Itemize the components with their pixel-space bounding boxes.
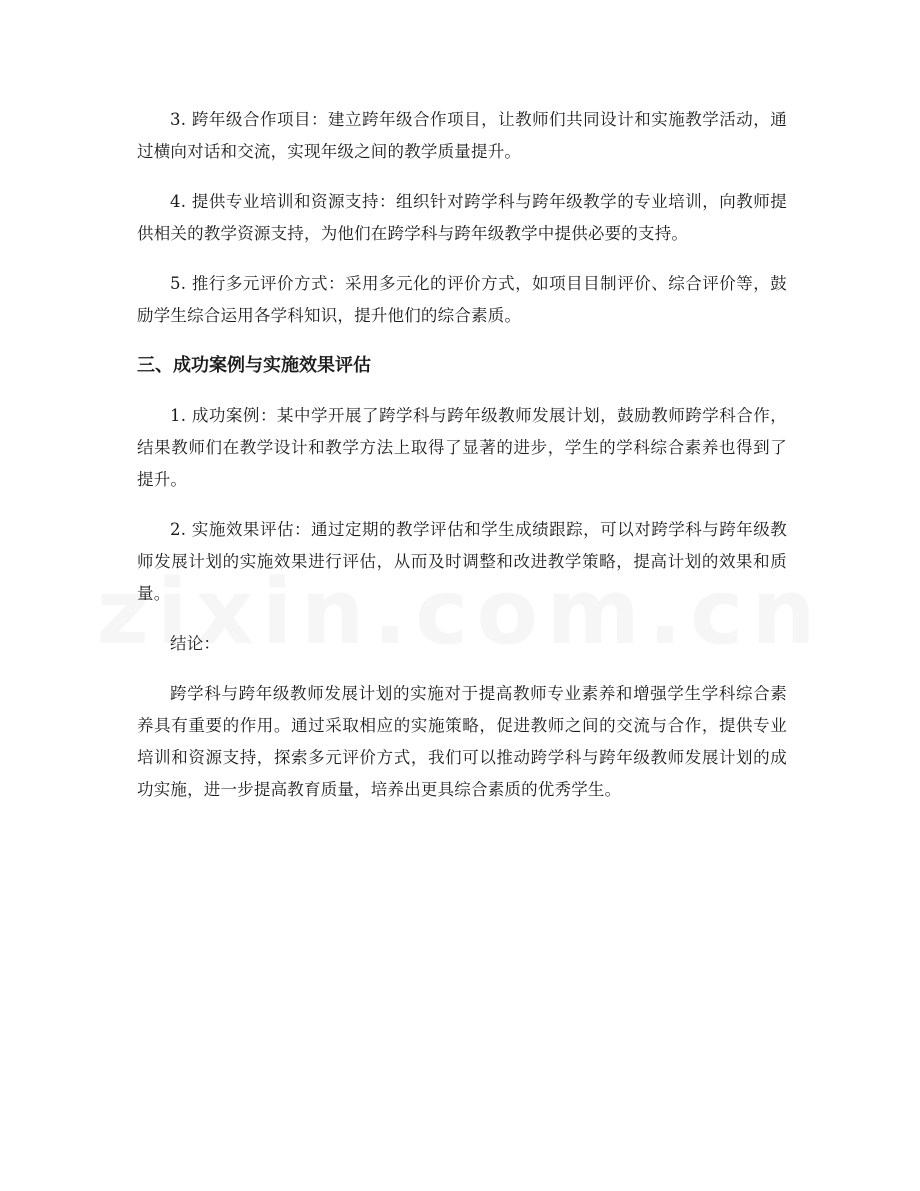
paragraph-item-5: 5. 推行多元评价方式：采用多元化的评价方式，如项目目制评价、综合评价等，鼓励学生综合运用各学科知识，提升他们的综合素质。 bbox=[137, 274, 787, 325]
paragraph-effect-evaluation: 2. 实施效果评估：通过定期的教学评估和学生成绩跟踪，可以对跨学科与跨年级教师发展计划的实施效果进行评估，从而及时调整和改进教学策略，提高计划的效果和质量。 bbox=[137, 520, 787, 603]
paragraph-item-4: 4. 提供专业培训和资源支持：组织针对跨学科与跨年级教学的专业培训，向教师提供相关的教学资源支持，为他们在跨学科与跨年级教学中提供必要的支持。 bbox=[137, 192, 787, 243]
conclusion-label: 结论： bbox=[170, 634, 221, 653]
paragraph-item-3: 3. 跨年级合作项目：建立跨年级合作项目，让教师们共同设计和实施教学活动，通过横向对话和交流，实现年级之间的教学质量提升。 bbox=[137, 110, 787, 161]
document-body bbox=[137, 104, 787, 824]
conclusion-text: 跨学科与跨年级教师发展计划的实施对于提高教师专业素养和增强学生学科综合素养具有重要的作用。通过采取相应的实施策略，促进教师之间的交流与合作，提供专业培训和资源支持，探索多元评价方式，我们可以推动跨学科与跨年级教师发展计划的成功实施，进一步提高教育质量，培养出更具综合素质的优秀学生。 bbox=[137, 684, 787, 799]
paragraph-success-case: 1. 成功案例：某中学开展了跨学科与跨年级教师发展计划，鼓励教师跨学科合作，结果教师们在教学设计和教学方法上取得了显著的进步，学生的学科综合素养也得到了提升。 bbox=[137, 406, 787, 489]
section-heading: 三、成功案例与实施效果评估 bbox=[137, 355, 371, 376]
